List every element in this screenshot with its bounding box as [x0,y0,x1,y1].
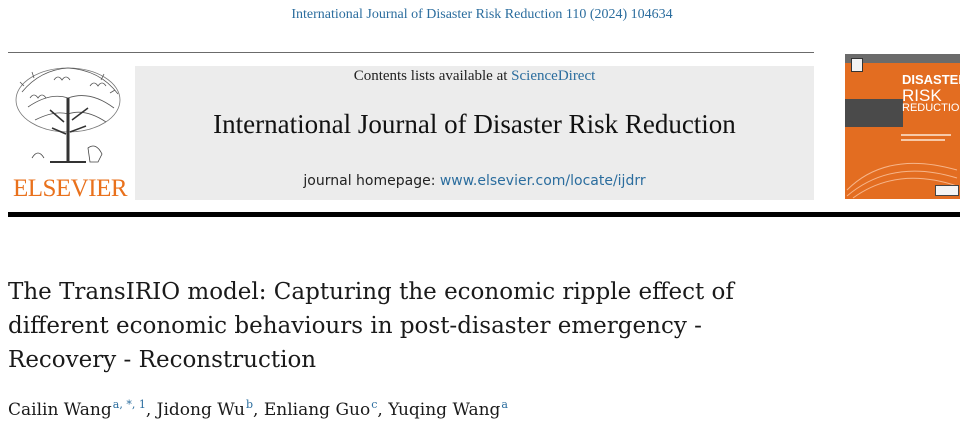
author-separator: , [253,400,264,420]
journal-citation[interactable]: International Journal of Disaster Risk Reduction 110 (2024) 104634 [291,7,673,22]
author-affiliation[interactable]: c [371,398,378,411]
author-affiliation[interactable]: a [501,398,508,411]
author-name[interactable]: Cailin Wang [8,400,112,420]
cover-photo [845,99,903,127]
cover-title-line1: DISASTER [902,72,968,87]
journal-homepage [135,173,814,189]
article-title-line: Recovery - Reconstruction [8,347,317,373]
cover-subtext [901,139,945,141]
cover-badge [935,185,959,196]
journal-banner [135,66,814,200]
author-name[interactable]: Yuqing Wang [388,400,501,420]
elsevier-wordmark: ELSEVIER [12,175,128,202]
banner-bottom-rule [8,212,960,217]
journal-cover-thumbnail[interactable] [845,54,968,199]
article-title [8,275,908,377]
author-affiliation[interactable]: a, *, 1 [112,398,146,411]
homepage-link[interactable]: www.elsevier.com/locate/ijdrr [439,173,646,189]
journal-name: International Journal of Disaster Risk Reduction [213,109,736,139]
article-title-line: The TransIRIO model: Capturing the economic ripple effect of [8,279,734,305]
cover-subtext [901,134,951,136]
sciencedirect-link[interactable]: ScienceDirect [511,68,596,84]
elsevier-tree-icon [10,62,128,174]
cover-title-line3: REDUCTION [902,102,968,114]
contents-prefix: Contents lists available at [353,68,512,84]
author-separator: , [377,400,389,420]
cover-title-line2: RISK [902,86,942,105]
author-name[interactable]: Jidong Wu [156,400,245,420]
article-title-line: different economic behaviours in post-disaster emergency - [8,313,702,339]
author-name[interactable]: Enliang Guo [263,400,371,420]
author-separator: , [145,400,157,420]
contents-availability [135,68,814,85]
author-list [8,398,508,420]
homepage-prefix: journal homepage: [303,173,440,189]
header-divider [8,52,814,53]
cover-elsevier-icon [851,58,863,72]
elsevier-logo[interactable] [8,62,130,202]
author-affiliation[interactable]: b [245,398,254,411]
